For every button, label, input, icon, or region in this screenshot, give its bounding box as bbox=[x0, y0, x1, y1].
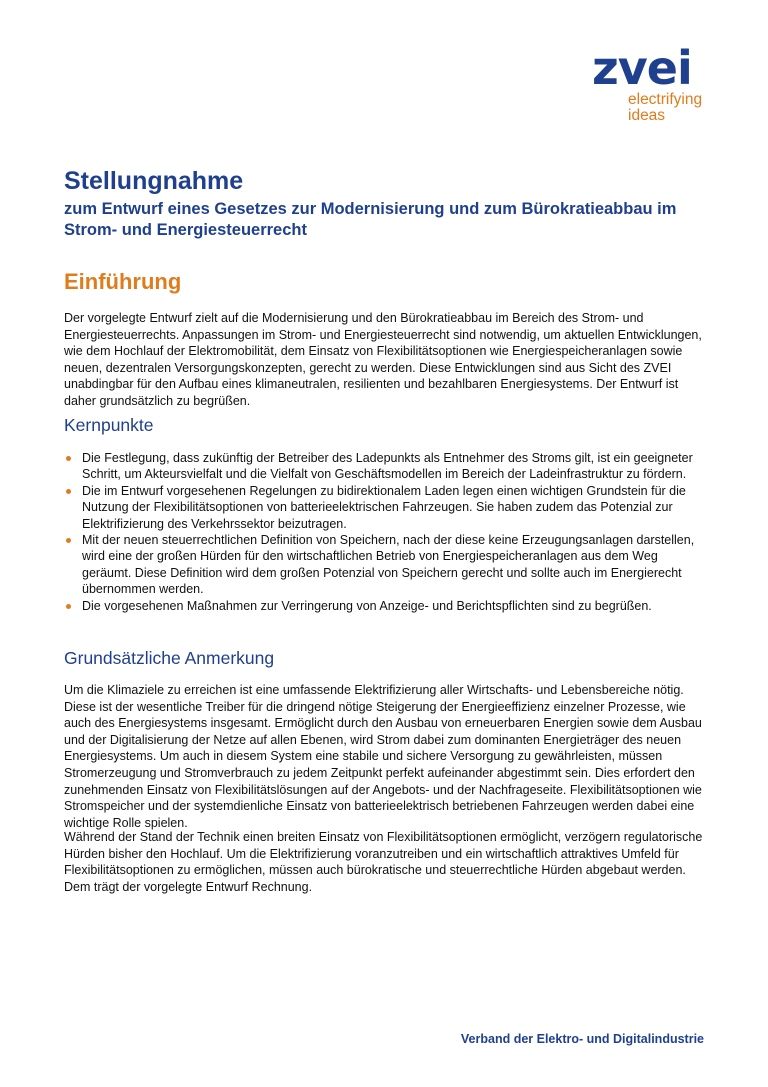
list-item-text: Mit der neuen steuerrechtlichen Definition von Speichern, nach der diese keine Erzeugungsanlagen darstellen, wird eine der großen Hürden für den wirtschaftlichen Betrieb von Energiespeicheranlagen aus dem Weg geräumt. Diese Definition wird dem großen Potenzial von Speichern gerecht und sollte auch im Energierecht übernommen werden. bbox=[82, 533, 695, 597]
section-heading-kernpunkte: Kernpunkte bbox=[64, 415, 154, 435]
list-item-text: Die vorgesehenen Maßnahmen zur Verringerung von Anzeige- und Berichtspflichten sind zu begrüßen. bbox=[82, 598, 652, 613]
page-footer: Verband der Elektro- und Digitalindustrie bbox=[460, 1032, 704, 1046]
list-item-text: Die im Entwurf vorgesehenen Regelungen zu bidirektionalem Laden legen einen wichtigen Grundstein für die Nutzung der Flexibilitätsoptionen von batterieelektrischen Fahrzeugen. Sie haben zudem das Potenzial zur Elektrifizierung des Verkehrssektor beizutragen. bbox=[82, 483, 686, 531]
document-title: Stellungnahme bbox=[64, 167, 244, 195]
section-heading-einfuehrung: Einführung bbox=[64, 269, 182, 294]
grundsaetzlich-paragraph-2: Während der Stand der Technik einen breiten Einsatz von Flexibilitätsoptionen ermöglicht, verzögern regulatorische Hürden bisher den Hochlauf. Um die Elektrifizierung voranzutreiben und ein wirtschaftlich attraktives Umfeld für Flexibilitätsoptionen zu ermöglichen, müssen auch bürokratische und steuerrechtliche Hürden abgebaut werden. Dem trägt der vorgelegte Entwurf Rechnung. bbox=[64, 830, 703, 894]
bullet-icon bbox=[66, 456, 71, 461]
kernpunkte-list bbox=[64, 450, 704, 614]
zvei-logo bbox=[568, 41, 708, 124]
list-item bbox=[64, 532, 704, 598]
list-item-text: Die Festlegung, dass zukünftig der Betreiber des Ladepunkts als Entnehmer des Stroms gilt, ist ein geeigneter Schritt, um Akteursvielfalt und die Vielfalt von Geschäftsmodellen im Bereich der Ladeinfrastruktur zu fördern. bbox=[82, 451, 693, 482]
logo-wordmark: zvei bbox=[592, 41, 692, 95]
document-subtitle: zum Entwurf eines Gesetzes zur Modernisierung und zum Bürokratieabbau im Strom- und Energiesteuerrecht bbox=[64, 200, 677, 239]
grundsaetzlich-paragraph-1: Um die Klimaziele zu erreichen ist eine umfassende Elektrifizierung aller Wirtschafts- und Lebensbereiche nötig. Diese ist der wesentliche Treiber für die dringend nötige Steigerung der Energieeffizienz einzelner Prozesse, wie auch des Energiesystems insgesamt. Ermöglicht durch den Ausbau von erneuerbaren Energien sowie dem Ausbau und der Digitalisierung der Netze auf allen Ebenen, wird Strom dabei zum dominanten Energieträger des neuen Energiesystems. Um auch in diesem System eine stabile und sichere Versorgung zu gewährleisten, müssen Stromerzeugung und Stromverbrauch zu jedem Zeitpunkt perfekt aufeinander abgestimmt sein. Dies erfordert den zunehmenden Einsatz von Flexibilitätslösungen auf der Angebots- und der Nachfrageseite. Flexibilitätsoptionen wie Stromspeicher und der systemdienliche Einsatz von batterieelektrisch betriebenen Fahrzeugen werden dabei eine wichtige Rolle spielen. bbox=[64, 683, 702, 830]
bullet-icon bbox=[66, 538, 71, 543]
intro-paragraph: Der vorgelegte Entwurf zielt auf die Modernisierung und den Bürokratieabbau im Bereich des Strom- und Energiesteuerrechts. Anpassungen im Strom- und Energiesteuerrecht sind notwendig, um aktuellen Entwicklungen, wie dem Hochlauf der Elektromobilität, dem Einsatz von Flexibilitätsoptionen wie Energiespeicheranlagen sowie neuen, dezentralen Versorgungskonzepten, gerecht zu werden. Diese Entwicklungen sind aus Sicht des ZVEI unabdingbar für den Aufbau eines klimaneutralen, resilienten und bezahlbaren Energiesystems. Der Entwurf ist daher grundsätzlich zu begrüßen. bbox=[64, 311, 702, 408]
bullet-icon bbox=[66, 489, 71, 494]
logo-tagline-line-1: electrifying bbox=[628, 91, 703, 108]
section-heading-grundsaetzliche-anmerkung: Grundsätzliche Anmerkung bbox=[64, 648, 275, 668]
list-item bbox=[64, 598, 704, 614]
list-item bbox=[64, 483, 704, 532]
list-item bbox=[64, 450, 704, 483]
bullet-icon bbox=[66, 604, 71, 609]
logo-tagline-line-2: ideas bbox=[628, 107, 666, 124]
